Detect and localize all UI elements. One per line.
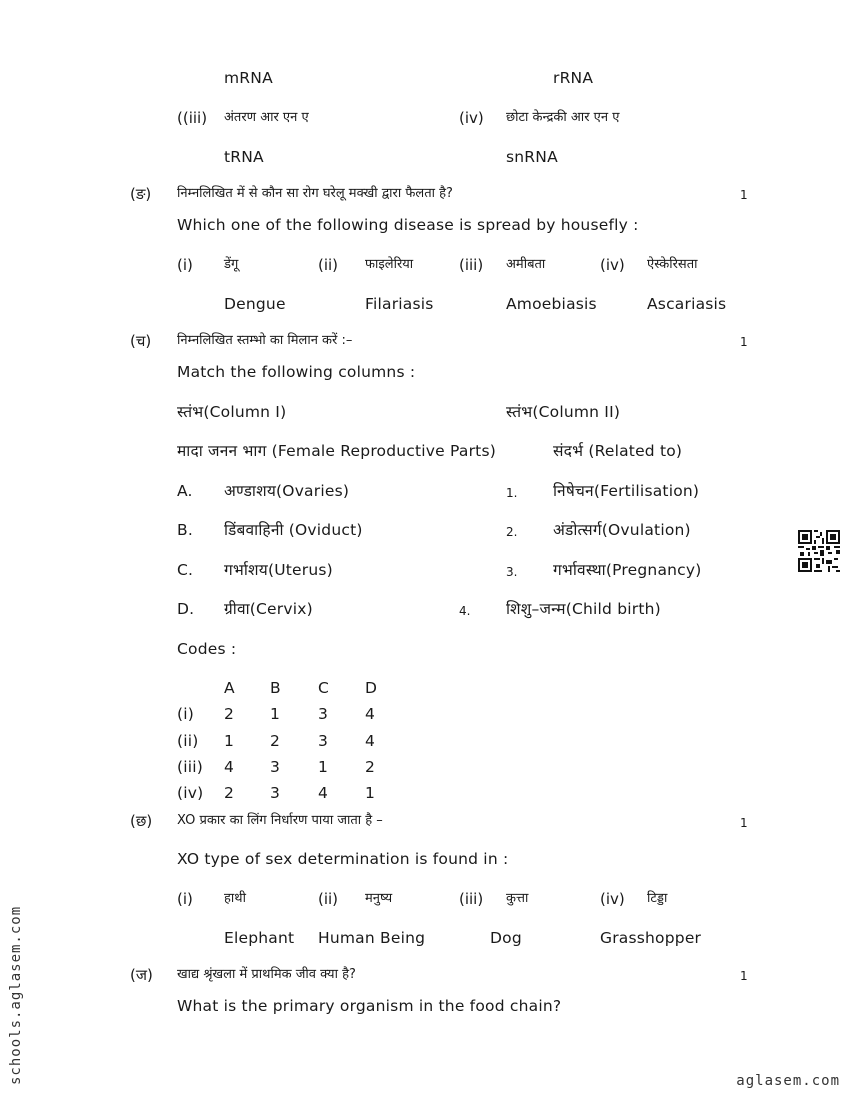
option-label: (iv) — [459, 109, 484, 127]
match-row-left: अण्डाशय(Ovaries) — [224, 482, 350, 500]
code-value: 4 — [224, 758, 235, 776]
column-1-heading: स्तंभ(Column I) — [177, 403, 287, 421]
match-row-right: गर्भावस्था(Pregnancy) — [553, 561, 702, 579]
option-hindi: कुत्ता — [506, 891, 529, 906]
option-ii-english: mRNA — [224, 69, 273, 87]
option-english: snRNA — [506, 148, 558, 166]
question-hindi: XO प्रकार का लिंग निर्धारण पाया जाता है – — [177, 813, 383, 828]
code-value: 1 — [318, 758, 329, 776]
option-english: Filariasis — [365, 295, 434, 313]
option-label: (iv) — [600, 256, 625, 274]
footer-watermark: aglasem.com — [736, 1073, 840, 1089]
option-english: Ascariasis — [647, 295, 727, 313]
code-row-label: (iv) — [177, 784, 204, 802]
code-value: 1 — [224, 732, 235, 750]
codes-header: B — [270, 679, 281, 697]
code-value: 2 — [270, 732, 281, 750]
codes-header: D — [365, 679, 378, 697]
option-label: (i) — [177, 256, 193, 274]
match-row-right: निषेचन(Fertilisation) — [553, 482, 700, 500]
code-value: 2 — [224, 784, 235, 802]
code-row-label: (ii) — [177, 732, 199, 750]
match-row-letter: A. — [177, 482, 193, 500]
match-row-number: 4. — [459, 604, 471, 618]
question-label: (ङ) — [130, 185, 152, 203]
match-row-letter: D. — [177, 600, 195, 618]
question-english: Which one of the following disease is spread by housefly : — [177, 216, 639, 234]
match-row-right: शिशु–जन्म(Child birth) — [506, 600, 661, 618]
codes-header: C — [318, 679, 330, 697]
match-row-number: 1. — [506, 486, 518, 500]
match-row-left: डिंबवाहिनी (Oviduct) — [224, 521, 363, 539]
question-label: (च) — [130, 332, 152, 350]
question-english: XO type of sex determination is found in : — [177, 850, 509, 868]
code-value: 1 — [365, 784, 376, 802]
code-row-label: (iii) — [177, 758, 204, 776]
question-hindi: खाद्य श्रृंखला में प्राथमिक जीव क्या है? — [177, 967, 356, 982]
option-english: Human Being — [318, 929, 426, 947]
code-value: 4 — [318, 784, 329, 802]
code-value: 2 — [365, 758, 376, 776]
question-marks: 1 — [740, 816, 748, 830]
codes-label: Codes : — [177, 640, 237, 658]
option-hindi: टिड्डा — [647, 891, 668, 906]
code-value: 3 — [270, 758, 281, 776]
option-english: Dog — [490, 929, 522, 947]
match-row-letter: C. — [177, 561, 194, 579]
option-label: (ii) — [318, 256, 339, 274]
question-marks: 1 — [740, 188, 748, 202]
option-english: Elephant — [224, 929, 295, 947]
code-value: 2 — [224, 705, 235, 723]
side-watermark: schools.aglasem.com — [8, 905, 24, 1085]
option-hindi: डेंगू — [224, 257, 239, 272]
option-english: Dengue — [224, 295, 286, 313]
match-row-right: अंडोत्सर्ग(Ovulation) — [553, 521, 691, 539]
qr-code-icon — [798, 530, 840, 572]
match-row-left: ग्रीवा(Cervix) — [224, 600, 313, 618]
match-row-left: गर्भाशय(Uterus) — [224, 561, 333, 579]
question-label: (छ) — [130, 812, 153, 830]
option-hindi: फाइलेरिया — [365, 257, 414, 272]
question-english: Match the following columns : — [177, 363, 416, 381]
option-label: (iv) — [600, 890, 625, 908]
column-2-subheading: संदर्भ (Related to) — [553, 442, 683, 460]
option-english: Amoebiasis — [506, 295, 597, 313]
question-label: (ज) — [130, 966, 153, 984]
option-hindi: ऐस्केरिसता — [647, 257, 698, 272]
question-marks: 1 — [740, 969, 748, 983]
question-english: What is the primary organism in the food chain? — [177, 997, 562, 1015]
code-value: 3 — [318, 705, 329, 723]
codes-header: A — [224, 679, 235, 697]
question-hindi: निम्नलिखित स्तम्भो का मिलान करें :– — [177, 333, 353, 348]
code-value: 4 — [365, 732, 376, 750]
option-hindi: मनुष्य — [365, 891, 393, 906]
option-hindi: छोटा केन्द्रकी आर एन ए — [506, 110, 620, 125]
match-row-number: 2. — [506, 525, 518, 539]
option-english: tRNA — [224, 148, 264, 166]
question-marks: 1 — [740, 335, 748, 349]
code-row-label: (i) — [177, 705, 195, 723]
code-value: 1 — [270, 705, 281, 723]
code-value: 3 — [318, 732, 329, 750]
option-label: (i) — [177, 890, 193, 908]
code-value: 4 — [365, 705, 376, 723]
column-1-subheading: मादा जनन भाग (Female Reproductive Parts) — [177, 442, 496, 460]
option-label: (ii) — [318, 890, 339, 908]
code-value: 3 — [270, 784, 281, 802]
match-row-letter: B. — [177, 521, 193, 539]
option-label: (iii) — [459, 256, 484, 274]
option-hindi: अमीबता — [506, 257, 546, 272]
option-label: (iii) — [459, 890, 484, 908]
question-hindi: निम्नलिखित में से कौन सा रोग घरेलू मक्खी द्वारा फैलता है? — [177, 186, 453, 201]
option-iii-english-prev: rRNA — [553, 69, 594, 87]
column-2-heading: स्तंभ(Column II) — [506, 403, 621, 421]
match-row-number: 3. — [506, 565, 518, 579]
option-hindi: हाथी — [224, 891, 246, 906]
option-hindi: अंतरण आर एन ए — [224, 110, 309, 125]
option-label: ((iii) — [177, 109, 208, 127]
option-english: Grasshopper — [600, 929, 702, 947]
